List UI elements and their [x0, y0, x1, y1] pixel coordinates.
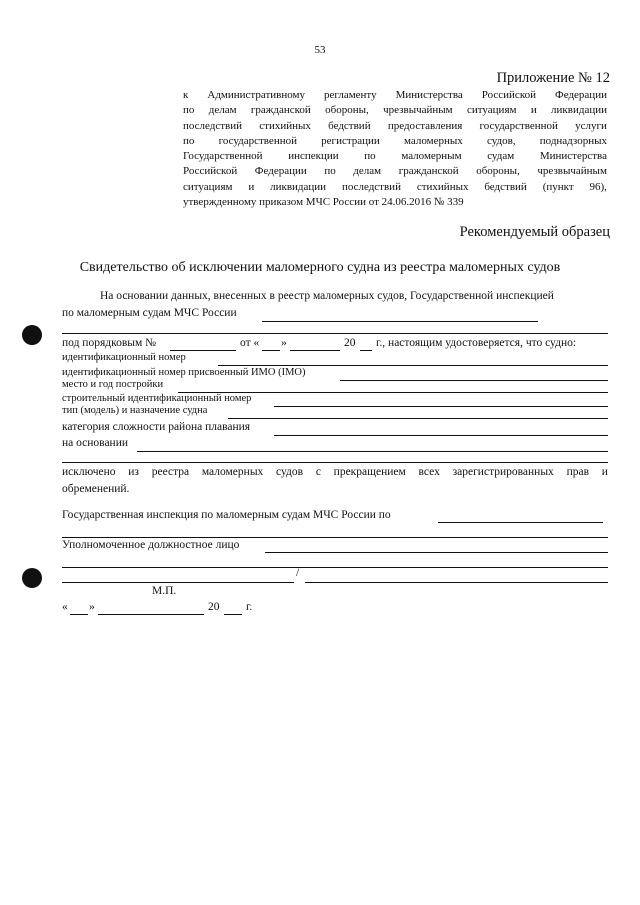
order-year-prefix: 20 — [344, 337, 356, 349]
regulation-line — [183, 149, 607, 164]
excluded-word: прекращением — [333, 466, 406, 478]
regulation-word: бедствий — [484, 180, 527, 193]
regulation-word: стихийных — [259, 119, 311, 132]
regulation-word: государственной — [218, 134, 297, 147]
regulation-word: Федерации — [555, 89, 607, 101]
regulation-word: чрезвычайным — [537, 165, 607, 178]
field-imo-label: идентификационный номер присвоенный ИМО (IMO) — [62, 367, 306, 378]
official-label: Уполномоченное должностное лицо — [62, 539, 240, 551]
blank-line — [62, 462, 608, 463]
regulation-line — [183, 103, 607, 118]
excluded-word: маломерных — [201, 466, 264, 478]
excluded-word: из — [128, 466, 139, 478]
order-date-close: » — [281, 337, 287, 349]
excluded-statement — [62, 464, 608, 498]
field-id-number-label: идентификационный номер — [62, 352, 186, 363]
order-number-label: под порядковым № — [62, 337, 157, 349]
regulation-line — [183, 180, 607, 195]
regulation-word: гражданской — [250, 104, 311, 117]
inspection-name-line — [262, 321, 538, 322]
regulation-word: к — [183, 89, 189, 101]
field-id-number-line — [218, 365, 608, 366]
field-build-number-label: строительный идентификационный номер — [62, 393, 252, 404]
order-certify-text: г., настоящим удостоверяется, что судно: — [376, 337, 577, 349]
binder-hole-bottom — [22, 568, 42, 588]
regulation-word: судов, — [486, 134, 516, 147]
field-category-line — [274, 435, 608, 436]
appendix-number: Приложение № 12 — [496, 70, 610, 86]
intro-text-line2: по маломерным судам МЧС России — [62, 307, 237, 319]
regulation-reference — [183, 88, 607, 210]
excluded-word: реестра — [151, 466, 190, 478]
regulation-word: обороны, — [325, 104, 369, 117]
regulation-word: и — [530, 104, 537, 117]
regulation-word: маломерных — [404, 134, 463, 147]
regulation-word: по — [183, 104, 195, 117]
regulation-word: по — [364, 150, 376, 163]
field-type-line — [228, 418, 608, 419]
regulation-word: судам — [487, 150, 515, 163]
regulation-word: делам — [208, 104, 237, 117]
regulation-word: по — [183, 134, 195, 147]
name-line — [305, 582, 608, 583]
intro-text-line1: На основании данных, внесенных в реестр маломерных судов, Государственной инспекцией — [100, 290, 554, 302]
regulation-word: поднадзорных — [539, 134, 607, 147]
regulation-line — [183, 119, 607, 134]
regulation-word: последствий — [341, 180, 401, 193]
regulation-word: предоставления — [387, 119, 463, 132]
excluded-word: всех — [418, 466, 440, 478]
date-year-prefix: 20 — [208, 601, 220, 613]
regulation-word: чрезвычайным — [383, 104, 453, 117]
blank-line — [62, 537, 608, 538]
regulation-word: обороны, — [476, 165, 520, 178]
field-type-label: тип (модель) и назначение судна — [62, 405, 208, 416]
field-imo-line — [340, 380, 608, 381]
date-year-line — [224, 614, 242, 615]
excluded-word: судов — [276, 466, 304, 478]
regulation-word: маломерным — [401, 150, 462, 163]
blank-line — [62, 333, 608, 334]
order-date-from: от « — [240, 337, 260, 349]
regulation-line — [183, 164, 607, 179]
field-basis-line — [137, 451, 608, 452]
regulation-word: (пункт — [542, 180, 574, 193]
regulation-word: регистрации — [321, 134, 380, 147]
page-number: 53 — [314, 44, 326, 56]
date-close-quote: » — [89, 601, 95, 613]
date-day-line — [70, 614, 88, 615]
recommended-sample-label: Рекомендуемый образец — [459, 224, 610, 240]
regulation-word: последствий — [183, 119, 243, 132]
regulation-word: Министерства — [395, 89, 463, 101]
regulation-word: ликвидации — [270, 180, 327, 193]
blank-line — [62, 567, 608, 568]
order-number-line — [170, 350, 236, 351]
regulation-word: Российской — [183, 165, 238, 178]
order-year-line — [360, 350, 372, 351]
date-year-suffix: г. — [246, 601, 253, 613]
regulation-word: ситуациям — [467, 104, 517, 117]
signature-line — [62, 582, 294, 583]
regulation-word: государственной — [479, 119, 558, 132]
date-month-line — [98, 614, 204, 615]
regulation-word: и — [248, 180, 255, 193]
regulation-word: Министерства — [539, 150, 607, 163]
order-day-line — [262, 350, 280, 351]
regulation-word: регламенту — [324, 89, 377, 101]
regulation-line — [183, 195, 607, 210]
stamp-label: М.П. — [152, 585, 177, 597]
regulation-word: бедствий — [328, 119, 371, 132]
regulation-word: ситуациям — [183, 180, 233, 193]
regulation-word: Административному — [207, 89, 305, 101]
regulation-line — [183, 88, 607, 103]
regulation-word: ликвидации — [551, 104, 607, 117]
field-category-label: категория сложности района плавания — [62, 421, 251, 433]
excluded-word: и — [601, 466, 608, 478]
inspection-line — [438, 522, 603, 523]
excluded-word: с — [315, 466, 321, 478]
regulation-word: Федерации — [254, 165, 307, 178]
regulation-word: услуги — [575, 119, 607, 132]
field-build-number-line — [274, 406, 608, 407]
regulation-word: инспекции — [288, 150, 339, 163]
date-open-quote: « — [62, 601, 68, 613]
binder-hole-top — [22, 325, 42, 345]
inspection-label: Государственная инспекция по маломерным судам МЧС России по — [62, 509, 391, 521]
regulation-word: утвержденному приказом МЧС России от 24.06.2016 № 339 — [183, 196, 464, 209]
excluded-statement-end: обременений. — [62, 483, 130, 495]
regulation-word: Российской — [481, 89, 536, 101]
excluded-word: зарегистрированных — [452, 466, 554, 478]
signature-slash: / — [296, 567, 300, 579]
regulation-word: делам — [353, 165, 382, 178]
field-basis-label: на основании — [62, 437, 129, 449]
field-place-year-label: место и год постройки — [62, 379, 164, 390]
regulation-word: гражданской — [398, 165, 459, 178]
excluded-word: прав — [566, 466, 590, 478]
regulation-line — [183, 134, 607, 149]
excluded-word: исключено — [62, 466, 116, 478]
regulation-word: стихийных — [416, 180, 469, 193]
regulation-word: 96), — [589, 180, 607, 193]
regulation-word: по — [324, 165, 336, 178]
document-title: Свидетельство об исключении маломерного судна из реестра маломерных судов — [79, 260, 561, 275]
regulation-word: Государственной — [183, 150, 263, 163]
order-month-line — [290, 350, 340, 351]
official-line — [265, 552, 608, 553]
